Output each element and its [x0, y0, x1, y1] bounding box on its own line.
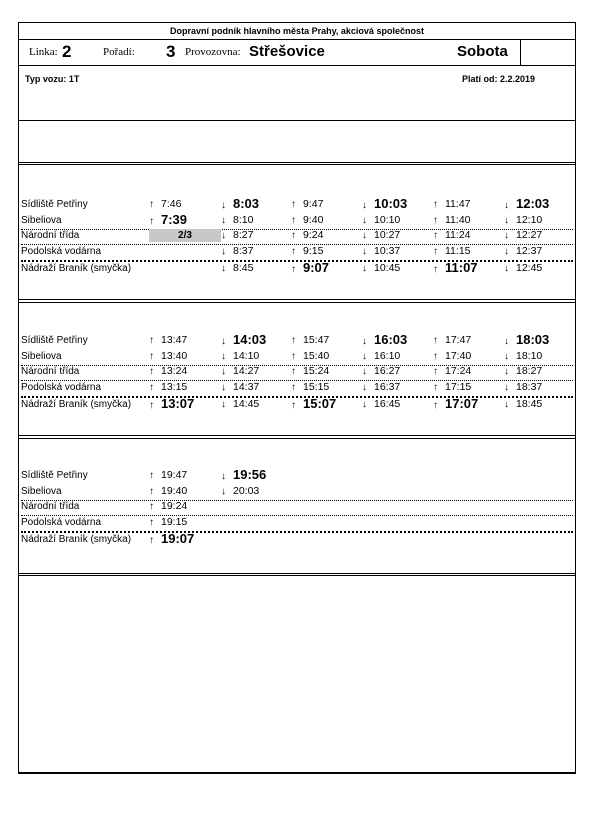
time-value: 14:03	[233, 332, 267, 347]
stop-name: Nádraží Braník (smyčka)	[21, 399, 132, 410]
time-value: 19:56	[233, 467, 267, 482]
time-value: 19:40	[161, 484, 188, 497]
day-label: Sobota	[457, 43, 508, 60]
stop-name: Sibeliova	[21, 350, 62, 362]
departure-time	[149, 516, 187, 531]
arrow-down-icon: ↓	[504, 366, 509, 377]
arrow-up-icon: ↑	[149, 485, 154, 497]
arrow-down-icon: ↓	[504, 200, 509, 211]
departure-time	[149, 531, 194, 546]
time-value: 16:03	[374, 332, 408, 347]
time-value: 15:15	[303, 380, 330, 393]
time-value: 10:37	[374, 244, 401, 257]
departure-time	[504, 245, 542, 260]
provozovna-label: Provozovna:	[185, 46, 241, 58]
time-value: 12:27	[516, 229, 543, 241]
time-value: 19:47	[161, 469, 188, 481]
departure-time	[362, 381, 400, 396]
header-divider	[520, 39, 521, 65]
header-info-row	[19, 39, 575, 66]
departure-time	[221, 245, 253, 260]
departure-time	[362, 245, 400, 260]
departure-time	[291, 350, 329, 365]
departure-time	[149, 350, 187, 365]
time-value: 13:40	[161, 349, 188, 362]
arrow-up-icon: ↑	[291, 381, 296, 393]
time-value: 16:27	[374, 365, 401, 377]
arrow-up-icon: ↑	[149, 199, 154, 210]
arrow-up-icon: ↑	[149, 470, 154, 481]
departure-time	[433, 245, 471, 260]
departure-time	[221, 332, 266, 347]
arrow-down-icon: ↓	[504, 214, 509, 226]
stop-name: Nádraží Braník (smyčka)	[21, 263, 132, 274]
time-value: 7:46	[161, 198, 182, 210]
arrow-down-icon: ↓	[362, 336, 367, 347]
time-value: 9:24	[303, 229, 324, 241]
departure-time	[291, 198, 323, 213]
arrow-up-icon: ↑	[291, 350, 296, 362]
stop-row	[21, 260, 573, 277]
departure-time	[504, 214, 542, 229]
departure-time	[362, 262, 400, 277]
arrow-up-icon: ↑	[149, 366, 154, 377]
stop-row	[21, 500, 573, 516]
arrow-down-icon: ↓	[362, 399, 367, 410]
departure-time	[221, 381, 259, 396]
arrow-down-icon: ↓	[221, 485, 226, 497]
arrow-up-icon: ↑	[291, 199, 296, 210]
time-value: 7:39	[161, 211, 188, 227]
stop-name: Sibeliova	[21, 214, 62, 226]
arrow-down-icon: ↓	[221, 399, 226, 410]
stop-name: Podolská vodárna	[21, 381, 102, 393]
company-name: Dopravní podnik hlavního města Prahy, akciová společnost	[19, 23, 575, 40]
time-value: 12:03	[516, 196, 550, 211]
time-value: 8:03	[233, 196, 260, 211]
departure-time	[221, 398, 259, 413]
departure-time	[149, 469, 187, 484]
time-value: 13:15	[161, 380, 188, 393]
departure-time	[149, 396, 194, 411]
departure-time	[149, 212, 187, 227]
arrow-up-icon: ↑	[433, 400, 438, 411]
departure-time	[149, 365, 187, 380]
arrow-up-icon: ↑	[291, 230, 296, 241]
time-value: 13:24	[161, 365, 188, 377]
arrow-down-icon: ↓	[504, 350, 509, 362]
departure-time	[504, 196, 549, 211]
time-value: 20:03	[233, 484, 260, 497]
time-value: 16:37	[374, 380, 401, 393]
departure-time	[433, 334, 471, 349]
arrow-down-icon: ↓	[221, 336, 226, 347]
shift-marker: 2/3	[149, 229, 221, 242]
time-value: 17:40	[445, 349, 472, 362]
time-value: 15:40	[303, 349, 330, 362]
arrow-down-icon: ↓	[362, 366, 367, 377]
departure-time	[504, 229, 542, 244]
timetable-section	[19, 438, 575, 574]
arrow-down-icon: ↓	[504, 381, 509, 393]
departure-time	[291, 334, 329, 349]
time-value: 8:27	[233, 229, 254, 241]
arrow-up-icon: ↑	[149, 535, 154, 546]
time-value: 12:37	[516, 244, 543, 257]
stop-name: Podolská vodárna	[21, 245, 102, 257]
stop-row	[21, 381, 573, 396]
arrow-up-icon: ↑	[149, 335, 154, 346]
departure-time	[433, 396, 478, 411]
time-value: 12:10	[516, 213, 543, 226]
arrow-up-icon: ↑	[149, 516, 154, 528]
stop-row	[21, 229, 573, 245]
time-value: 9:47	[303, 198, 324, 210]
poradi-label: Pořadí:	[103, 46, 135, 58]
time-value: 14:27	[233, 365, 260, 377]
time-value: 10:45	[374, 262, 401, 274]
time-value: 16:45	[374, 398, 401, 410]
arrow-up-icon: ↑	[433, 214, 438, 226]
time-value: 17:47	[445, 334, 472, 346]
empty-section	[19, 575, 575, 773]
departure-time	[504, 398, 542, 413]
poradi-value: 3	[166, 42, 176, 61]
arrow-up-icon: ↑	[433, 230, 438, 241]
stop-row	[21, 198, 573, 213]
departure-time	[433, 350, 471, 365]
departure-time	[221, 485, 259, 500]
departure-time	[504, 350, 542, 365]
arrow-down-icon: ↓	[221, 245, 226, 257]
stop-row	[21, 350, 573, 366]
arrow-up-icon: ↑	[433, 366, 438, 377]
departure-time	[504, 381, 542, 396]
time-value: 8:45	[233, 262, 254, 274]
time-value: 18:10	[516, 349, 543, 362]
departure-time	[149, 381, 187, 396]
arrow-up-icon: ↑	[433, 350, 438, 362]
time-value: 9:40	[303, 213, 324, 226]
arrow-down-icon: ↓	[221, 263, 226, 274]
time-value: 10:10	[374, 213, 401, 226]
stop-row	[21, 469, 573, 484]
arrow-down-icon: ↓	[221, 200, 226, 211]
departure-time	[362, 196, 407, 211]
departure-time	[291, 260, 329, 275]
linka-label: Linka:	[29, 46, 58, 58]
time-value: 14:45	[233, 398, 260, 410]
arrow-down-icon: ↓	[362, 230, 367, 241]
arrow-down-icon: ↓	[221, 230, 226, 241]
arrow-up-icon: ↑	[291, 335, 296, 346]
linka-value: 2	[62, 42, 72, 61]
stop-row	[21, 245, 573, 260]
vehicle-info-row	[19, 66, 575, 121]
departure-time	[504, 262, 542, 277]
arrow-up-icon: ↑	[149, 215, 154, 227]
departure-time	[362, 214, 400, 229]
departure-time	[291, 245, 323, 260]
time-value: 17:24	[445, 365, 472, 377]
arrow-up-icon: ↑	[291, 366, 296, 377]
departure-time	[291, 229, 323, 244]
stop-name: Sídliště Petřiny	[21, 335, 88, 346]
time-value: 9:15	[303, 244, 324, 257]
stop-row	[21, 485, 573, 501]
time-value: 19:07	[161, 531, 195, 546]
departure-time	[362, 229, 400, 244]
time-value: 14:37	[233, 380, 260, 393]
arrow-up-icon: ↑	[291, 264, 296, 275]
departure-time	[433, 229, 471, 244]
stop-name: Národní třída	[21, 230, 80, 241]
arrow-down-icon: ↓	[504, 245, 509, 257]
departure-time	[221, 365, 259, 380]
arrow-down-icon: ↓	[221, 214, 226, 226]
time-value: 18:03	[516, 332, 550, 347]
arrow-up-icon: ↑	[149, 501, 154, 512]
departure-time	[362, 365, 400, 380]
departure-time	[221, 229, 253, 244]
arrow-down-icon: ↓	[362, 381, 367, 393]
arrow-up-icon: ↑	[149, 350, 154, 362]
departure-time	[221, 196, 259, 211]
stop-name: Sibeliova	[21, 485, 62, 497]
stop-name: Sídliště Petřiny	[21, 470, 88, 481]
time-value: 9:07	[303, 260, 330, 275]
arrow-up-icon: ↑	[433, 381, 438, 393]
departure-time	[433, 381, 471, 396]
arrow-down-icon: ↓	[362, 214, 367, 226]
arrow-down-icon: ↓	[362, 200, 367, 211]
departure-time	[362, 332, 407, 347]
time-value: 13:47	[161, 334, 188, 346]
departure-time	[291, 381, 329, 396]
arrow-down-icon: ↓	[504, 230, 509, 241]
arrow-up-icon: ↑	[433, 199, 438, 210]
stop-name: Národní třída	[21, 501, 80, 512]
time-value: 11:24	[445, 229, 471, 241]
arrow-up-icon: ↑	[433, 335, 438, 346]
stop-row	[21, 531, 573, 548]
arrow-up-icon: ↑	[291, 214, 296, 226]
time-value: 15:07	[303, 396, 337, 411]
time-value: 11:07	[445, 260, 478, 275]
arrow-down-icon: ↓	[221, 471, 226, 482]
arrow-up-icon: ↑	[291, 400, 296, 411]
departure-time	[221, 350, 259, 365]
arrow-up-icon: ↑	[149, 400, 154, 411]
plati-od: Platí od: 2.2.2019	[462, 74, 536, 84]
arrow-down-icon: ↓	[221, 381, 226, 393]
arrow-down-icon: ↓	[221, 350, 226, 362]
arrow-up-icon: ↑	[149, 381, 154, 393]
departure-time	[504, 332, 549, 347]
time-value: 19:15	[161, 515, 188, 528]
arrow-up-icon: ↑	[291, 245, 296, 257]
arrow-down-icon: ↓	[362, 350, 367, 362]
departure-time	[362, 398, 400, 413]
time-value: 18:27	[516, 365, 543, 377]
departure-time	[433, 214, 471, 229]
stop-row	[21, 334, 573, 349]
time-value: 17:15	[445, 380, 472, 393]
stop-name: Národní třída	[21, 366, 80, 377]
time-value: 11:47	[445, 198, 471, 210]
time-value: 10:27	[374, 229, 401, 241]
stop-row	[21, 516, 573, 531]
time-value: 8:10	[233, 213, 254, 226]
time-value: 10:03	[374, 196, 408, 211]
time-value: 18:37	[516, 380, 543, 393]
departure-time	[221, 262, 253, 277]
time-value: 14:10	[233, 349, 260, 362]
time-value: 19:24	[161, 500, 188, 512]
time-value: 12:45	[516, 262, 543, 274]
stop-row	[21, 365, 573, 381]
time-value: 18:45	[516, 398, 543, 410]
departure-time	[149, 485, 187, 500]
stop-row	[21, 396, 573, 413]
arrow-down-icon: ↓	[504, 336, 509, 347]
stop-name: Sídliště Petřiny	[21, 199, 88, 210]
arrow-up-icon: ↑	[433, 245, 438, 257]
departure-time	[291, 365, 329, 380]
stop-name: Nádraží Braník (smyčka)	[21, 534, 132, 545]
departure-time	[221, 214, 253, 229]
arrow-down-icon: ↓	[221, 366, 226, 377]
time-value: 8:37	[233, 244, 254, 257]
stop-name: Podolská vodárna	[21, 516, 102, 528]
departure-time	[291, 396, 336, 411]
time-value: 17:07	[445, 396, 479, 411]
time-value: 15:47	[303, 334, 330, 346]
arrow-down-icon: ↓	[362, 245, 367, 257]
time-value: 16:10	[374, 349, 401, 362]
timetable-sheet	[18, 22, 576, 774]
departure-time	[433, 260, 478, 275]
provozovna-value: Střešovice	[249, 43, 325, 60]
departure-time	[149, 334, 187, 349]
arrow-down-icon: ↓	[504, 399, 509, 410]
arrow-down-icon: ↓	[362, 263, 367, 274]
blank-box	[19, 120, 575, 163]
typ-vozu: Typ vozu: 1T	[25, 74, 80, 84]
departure-time	[504, 365, 542, 380]
time-value: 11:15	[445, 244, 471, 257]
departure-time	[433, 198, 471, 213]
time-value: 13:07	[161, 396, 195, 411]
stop-row	[21, 211, 573, 230]
time-value: 15:24	[303, 365, 330, 377]
timetable-section	[19, 164, 575, 300]
arrow-down-icon: ↓	[504, 263, 509, 274]
departure-time	[362, 350, 400, 365]
departure-time	[221, 467, 266, 482]
departure-time	[149, 500, 187, 515]
time-value: 11:40	[445, 213, 471, 226]
timetable-section	[19, 302, 575, 436]
arrow-up-icon: ↑	[433, 264, 438, 275]
departure-time	[291, 214, 323, 229]
departure-time	[433, 365, 471, 380]
